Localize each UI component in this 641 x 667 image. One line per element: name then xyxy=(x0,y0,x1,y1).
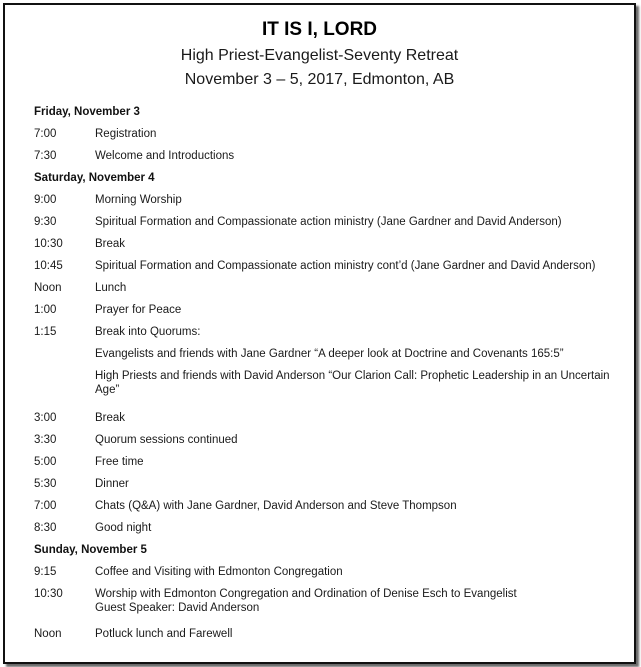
schedule-time: 10:45 xyxy=(34,260,63,272)
guest-speaker-text: Guest Speaker: David Anderson xyxy=(95,602,260,614)
schedule-item: Potluck lunch and Farewell xyxy=(95,628,233,640)
event-dates: November 3 – 5, 2017, Edmonton, AB xyxy=(184,71,455,88)
document-title: IT IS I, LORD xyxy=(261,19,378,40)
schedule-time: 10:30 xyxy=(34,588,63,600)
schedule-item: Dinner xyxy=(95,478,129,490)
schedule-time: 9:15 xyxy=(34,566,57,578)
schedule-row xyxy=(34,411,624,433)
schedule-item: Prayer for Peace xyxy=(95,304,182,316)
schedule-row xyxy=(34,455,624,477)
schedule-time: 7:00 xyxy=(34,128,57,140)
schedule-row xyxy=(34,281,624,303)
schedule-item xyxy=(95,587,624,615)
schedule-time: 1:00 xyxy=(34,304,57,316)
document-page xyxy=(3,3,636,664)
schedule-row xyxy=(34,325,624,347)
schedule-row xyxy=(34,369,624,411)
schedule-item: Lunch xyxy=(95,282,127,294)
schedule xyxy=(34,105,624,649)
schedule-item: Free time xyxy=(95,456,144,468)
schedule-item: Welcome and Introductions xyxy=(95,150,235,162)
schedule-row xyxy=(34,303,624,325)
schedule-item: Spiritual Formation and Compassionate action ministry (Jane Gardner and David Anderson) xyxy=(95,216,562,228)
schedule-row xyxy=(34,215,624,237)
schedule-time: 5:30 xyxy=(34,478,57,490)
schedule-row xyxy=(34,477,624,499)
document-subtitle: High Priest-Evangelist-Seventy Retreat xyxy=(180,47,459,64)
schedule-time: 7:30 xyxy=(34,150,57,162)
schedule-row xyxy=(34,149,624,171)
schedule-item: Spiritual Formation and Compassionate action ministry cont’d (Jane Gardner and David Anderson) xyxy=(95,260,596,272)
schedule-item: Registration xyxy=(95,128,157,140)
schedule-row xyxy=(34,259,624,281)
schedule-time: 3:30 xyxy=(34,434,57,446)
schedule-row xyxy=(34,127,624,149)
schedule-row xyxy=(34,521,624,543)
schedule-time: 7:00 xyxy=(34,500,57,512)
schedule-item: Break xyxy=(95,238,126,250)
quorum-session-evangelists: Evangelists and friends with Jane Gardner “A deeper look at Doctrine and Covenants 165:5” xyxy=(95,348,564,360)
schedule-item: Coffee and Visiting with Edmonton Congregation xyxy=(95,566,343,578)
worship-ordination-text: Worship with Edmonton Congregation and Ordination of Denise Esch to Evangelist xyxy=(95,588,517,600)
schedule-time: Noon xyxy=(34,282,62,294)
schedule-row xyxy=(34,587,624,627)
schedule-row xyxy=(34,627,624,649)
schedule-time: 5:00 xyxy=(34,456,57,468)
schedule-time: 1:15 xyxy=(34,326,57,338)
day-heading-saturday: Saturday, November 4 xyxy=(34,172,155,184)
schedule-item: Break xyxy=(95,412,126,424)
schedule-time: 9:00 xyxy=(34,194,57,206)
day-heading-friday: Friday, November 3 xyxy=(34,106,140,118)
schedule-item: Break into Quorums: xyxy=(95,326,201,338)
schedule-item: Chats (Q&A) with Jane Gardner, David Anderson and Steve Thompson xyxy=(95,500,457,512)
schedule-item: Good night xyxy=(95,522,152,534)
schedule-row xyxy=(34,193,624,215)
schedule-row xyxy=(34,499,624,521)
schedule-row xyxy=(34,237,624,259)
day-heading-sunday: Sunday, November 5 xyxy=(34,544,147,556)
schedule-time: 9:30 xyxy=(34,216,57,228)
schedule-time: 8:30 xyxy=(34,522,57,534)
schedule-time: 3:00 xyxy=(34,412,57,424)
schedule-row xyxy=(34,347,624,369)
schedule-time: Noon xyxy=(34,628,62,640)
quorum-session-high-priests: High Priests and friends with David Anderson “Our Clarion Call: Prophetic Leadership in an Uncertain Age” xyxy=(95,370,610,396)
schedule-item: Morning Worship xyxy=(95,194,182,206)
schedule-row xyxy=(34,433,624,455)
schedule-time: 10:30 xyxy=(34,238,63,250)
schedule-row xyxy=(34,565,624,587)
schedule-item: Quorum sessions continued xyxy=(95,434,238,446)
